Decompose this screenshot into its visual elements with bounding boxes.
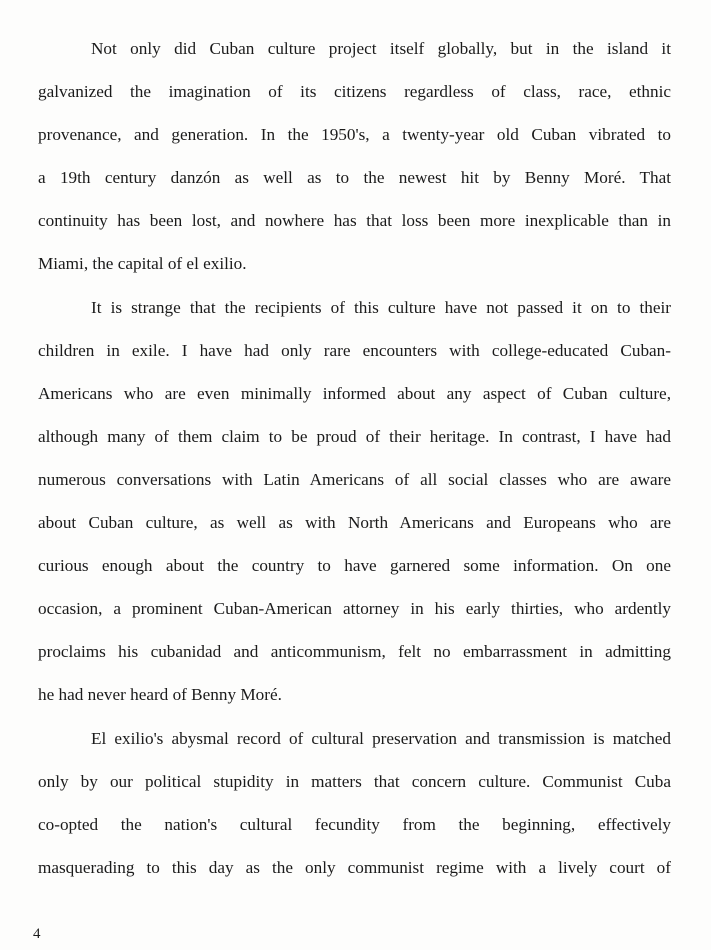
text-line: Not only did Cuban culture project itself globally, but in the island it [91, 39, 671, 58]
text-line: El exilio's abysmal record of cultural preservation and transmission is matched [91, 728, 671, 748]
text-line: only by our political stupidity in matters that concern culture. Communist Cuba [38, 771, 671, 791]
text-line: provenance, and generation. In the 1950's, a twenty-year old Cuban vibrated to [38, 125, 671, 145]
text-line: numerous conversations with Latin Americans of all social classes who are aware [38, 469, 671, 489]
text-line: masquerading to this day as the only communist regime with a lively court of [38, 857, 671, 877]
text-line: Americans who are even minimally informed about any aspect of Cuban culture, [38, 383, 671, 403]
text-line: occasion, a prominent Cuban-American attorney in his early thirties, who ardently [38, 599, 671, 619]
text-line: co-opted the nation's cultural fecundity from the beginning, effectively [38, 814, 671, 834]
text-line: It is strange that the recipients of this culture have not passed it on to their [91, 297, 671, 317]
text-line: proclaims his cubanidad and anticommunism, felt no embarrassment in admitting [38, 642, 671, 662]
text-line: Miami, the capital of el exilio. [38, 254, 247, 274]
text-line: children in exile. I have had only rare encounters with college-educated Cuban- [38, 340, 671, 360]
text-line: continuity has been lost, and nowhere has that loss been more inexplicable than in [38, 211, 671, 231]
text-line: about Cuban culture, as well as with North Americans and Europeans who are [38, 513, 671, 533]
page-number: 4 [33, 926, 41, 942]
text-line: galvanized the imagination of its citizens regardless of class, race, ethnic [38, 82, 671, 102]
text-line: a 19th century danzón as well as to the newest hit by Benny Moré. That [38, 168, 671, 188]
text-line: curious enough about the country to have garnered some information. On one [38, 556, 671, 576]
body-text [38, 27, 671, 889]
text-line: although many of them claim to be proud of their heritage. In contrast, I have had [38, 426, 671, 446]
text-line: he had never heard of Benny Moré. [38, 685, 282, 705]
